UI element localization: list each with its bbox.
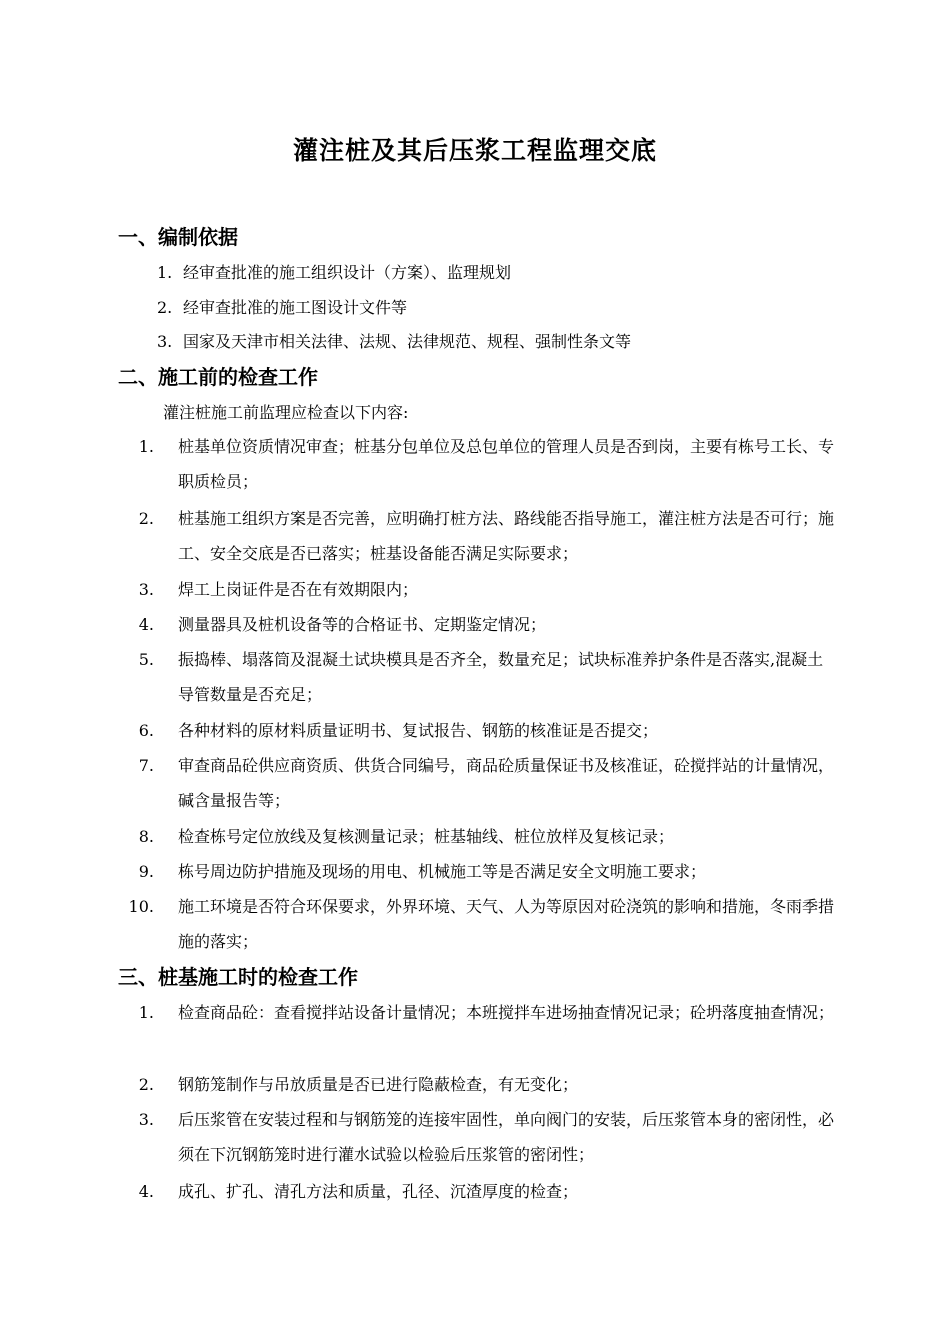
item-text: 桩基单位资质情况审查；桩基分包单位及总包单位的管理人员是否到岗，主要有栋号工长、专职质检员； (178, 437, 835, 491)
list-item (157, 296, 407, 320)
item-text: 检查栋号定位放线及复核测量记录；桩基轴线、桩位放样及复核记录； (178, 827, 675, 846)
document-title: 灌注桩及其后压浆工程监理交底 (292, 136, 657, 165)
item-text: 桩基施工组织方案是否完善，应明确打桩方法、路线能否指导施工，灌注桩方法是否可行；施工、安全交底是否已落实；桩基设备能否满足实际要求； (178, 509, 835, 563)
item-number: 2. (138, 1075, 154, 1094)
item-text: 经审查批准的施工图设计文件等 (183, 298, 408, 317)
list-item (157, 330, 631, 354)
section-heading-basis: 一、编制依据 (118, 225, 238, 249)
item-text: 后压浆管在安装过程和与钢筋笼的连接牢固性，单向阀门的安装，后压浆管本身的密闭性，必须在下沉钢筋笼时进行灌水试验以检验后压浆管的密闭性； (178, 1110, 835, 1164)
item-number: 4. (138, 1182, 154, 1201)
item-number: 1. (138, 1003, 154, 1022)
section-heading-pre-construction: 二、施工前的检查工作 (118, 365, 318, 389)
list-item (157, 261, 511, 285)
item-number: 2. (157, 298, 173, 317)
item-text: 各种材料的原材料质量证明书、复试报告、钢筋的核准证是否提交； (178, 721, 659, 740)
item-number: 3. (138, 580, 154, 599)
item-text: 测量器具及桩机设备等的合格证书、定期鉴定情况； (178, 615, 547, 634)
item-text: 成孔、扩孔、清孔方法和质量，孔径、沉渣厚度的检查； (178, 1182, 579, 1201)
item-text: 施工环境是否符合环保要求，外界环境、天气、人为等原因对砼浇筑的影响和措施，冬雨季措施的落实； (178, 897, 835, 951)
item-text: 栋号周边防护措施及现场的用电、机械施工等是否满足安全文明施工要求； (178, 862, 707, 881)
item-number: 6. (138, 721, 154, 740)
item-number: 8. (138, 827, 154, 846)
item-text: 审查商品砼供应商资质、供货合同编号，商品砼质量保证书及核准证，砼搅拌站的计量情况，碱含量报告等； (178, 756, 835, 810)
item-text: 焊工上岗证件是否在有效期限内； (178, 580, 419, 599)
item-number: 5. (138, 650, 154, 669)
item-text: 振捣棒、塌落筒及混凝土试块模具是否齐全，数量充足；试块标准养护条件是否落实,混凝土导管数量是否充足； (178, 650, 824, 704)
item-text: 钢筋笼制作与吊放质量是否已进行隐蔽检查，有无变化； (178, 1075, 579, 1094)
item-number: 3. (138, 1110, 154, 1129)
item-text: 国家及天津市相关法律、法规、法律规范、规程、强制性条文等 (183, 332, 632, 351)
item-number: 7. (138, 756, 154, 775)
item-number: 9. (138, 862, 154, 881)
section-intro: 灌注桩施工前监理应检查以下内容: (163, 403, 409, 422)
item-number: 1. (138, 437, 154, 456)
item-number: 4. (138, 615, 154, 634)
item-text: 经审查批准的施工组织设计（方案）、监理规划 (183, 263, 512, 282)
item-number: 3. (157, 332, 173, 351)
item-text: 检查商品砼：查看搅拌站设备计量情况；本班搅拌车进场抽查情况记录；砼坍落度抽查情况； (178, 1003, 835, 1022)
section-heading-during-construction: 三、桩基施工时的检查工作 (118, 965, 358, 989)
item-number: 10. (128, 897, 154, 916)
item-number: 2. (138, 509, 154, 528)
item-number: 1. (157, 263, 173, 282)
